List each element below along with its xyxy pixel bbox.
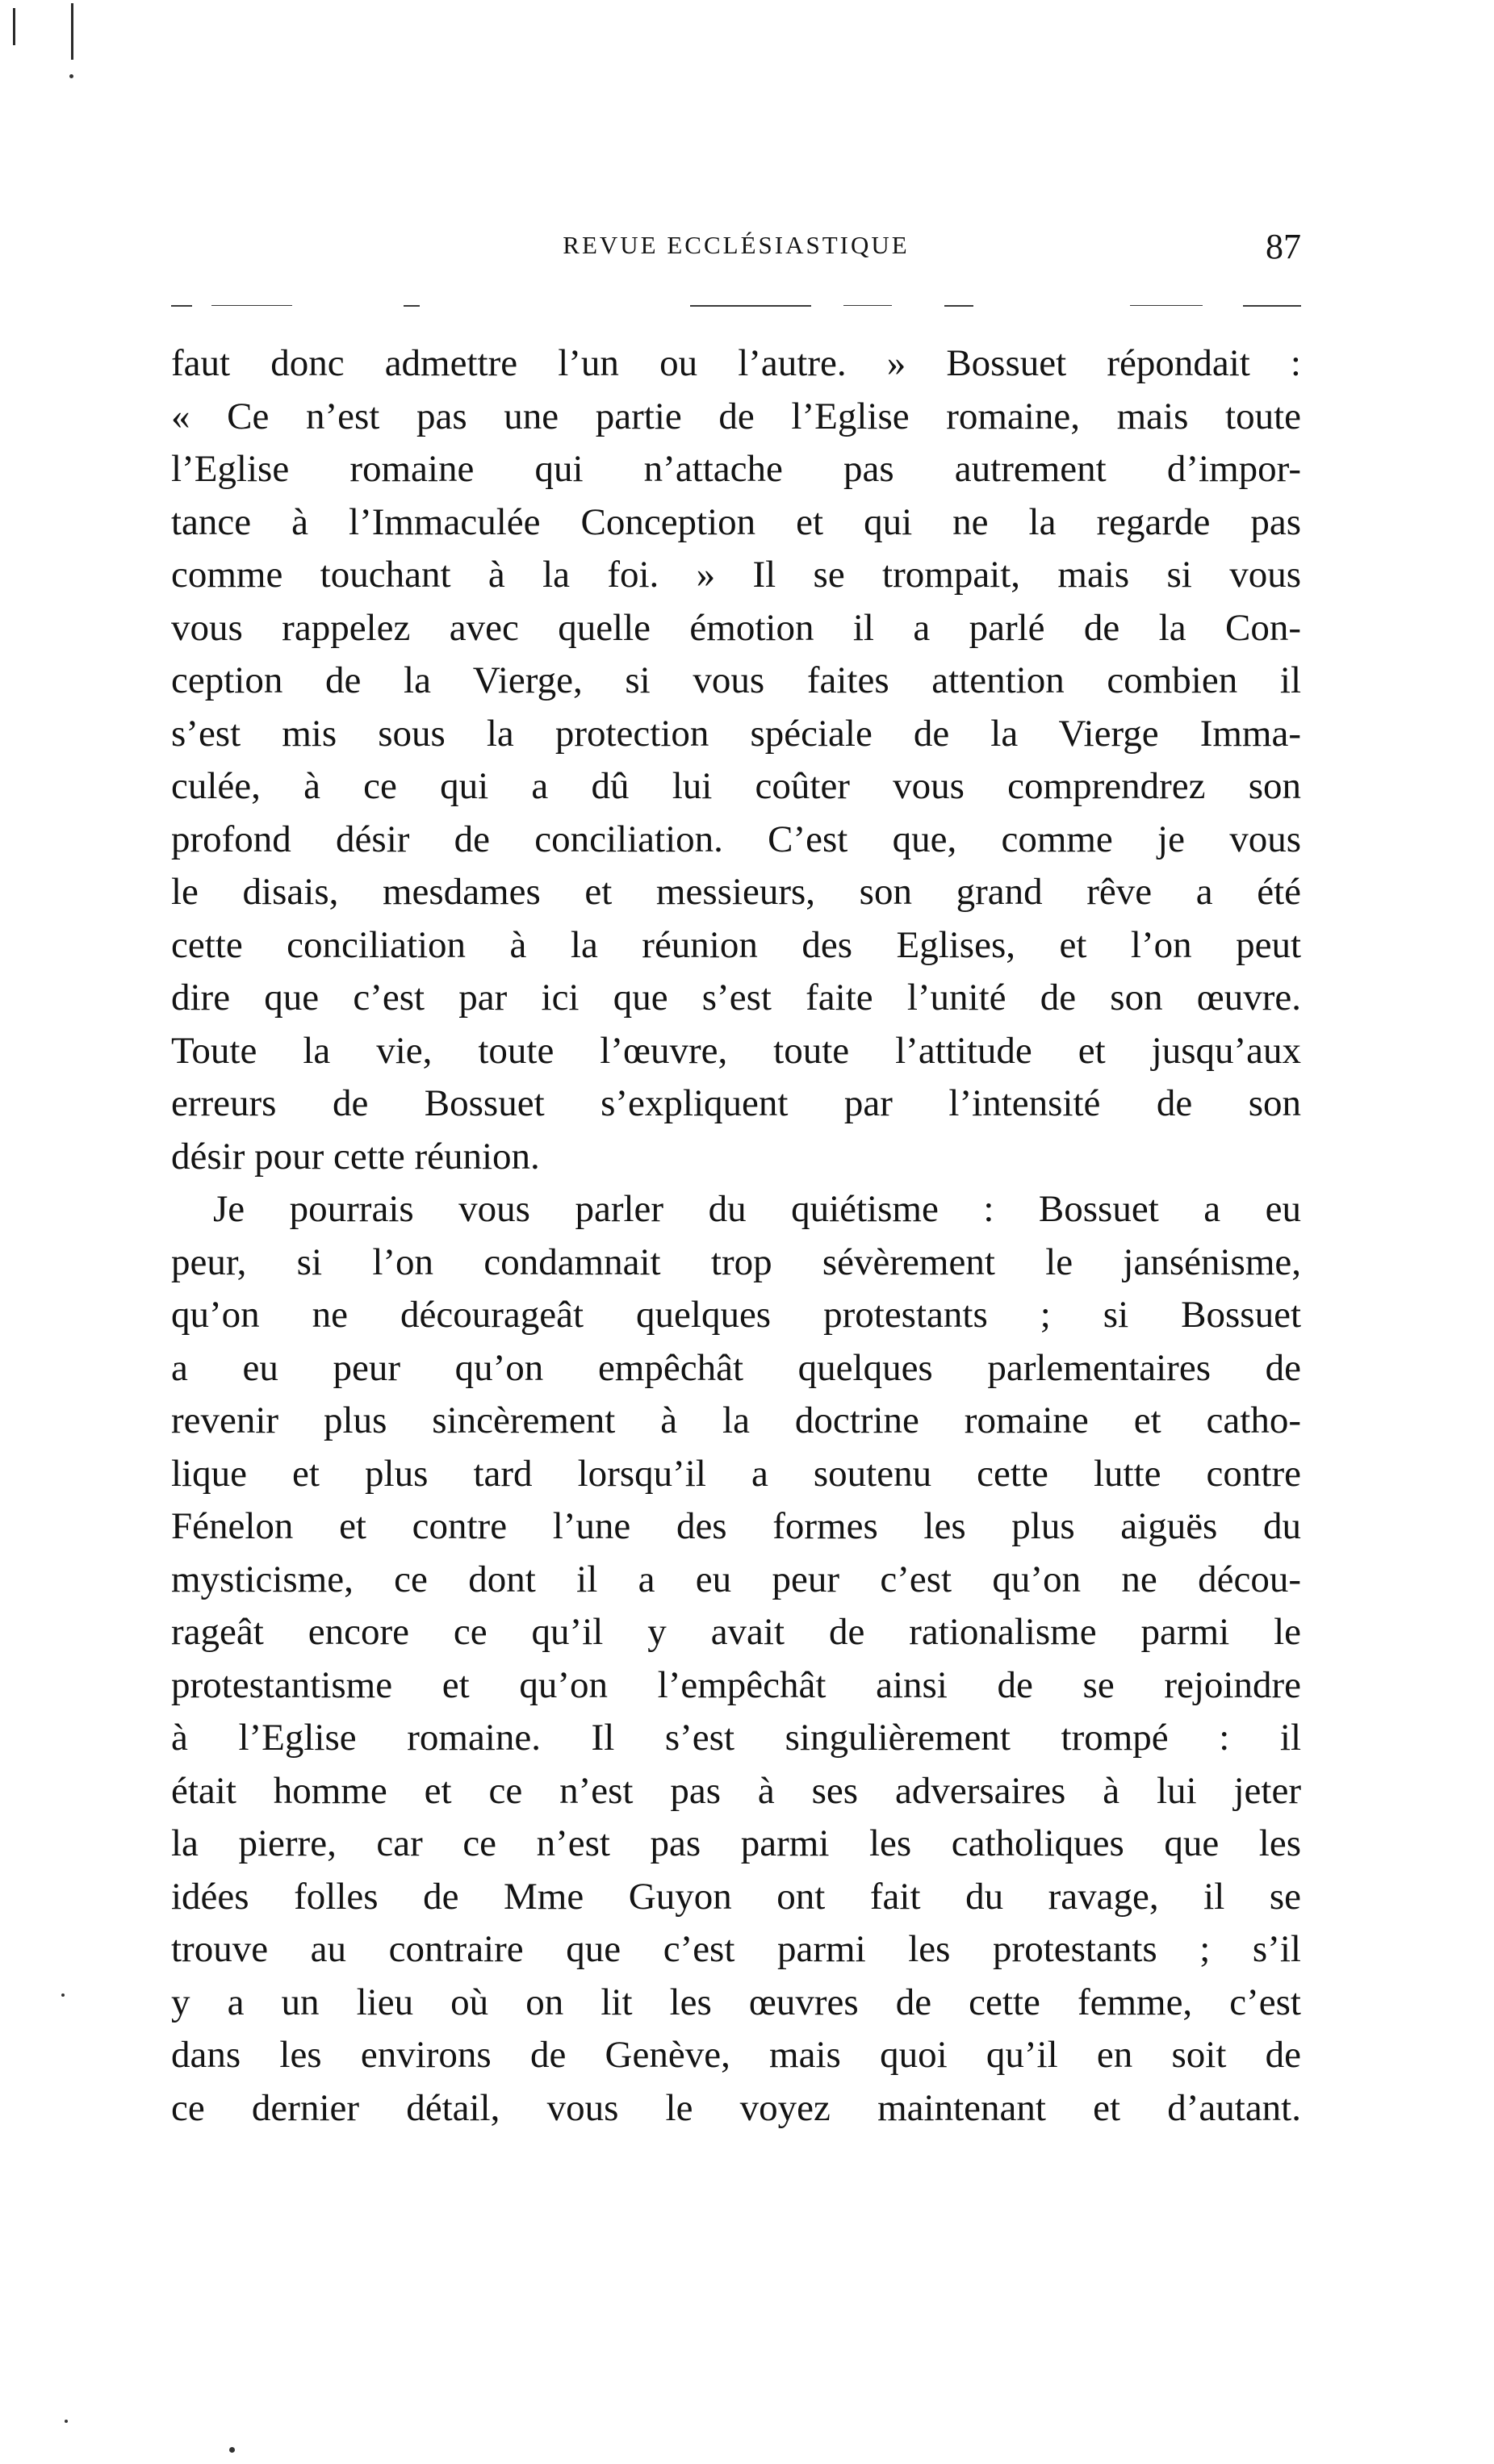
text-line: revenir plus sincèrement à la doctrine romaine et catho- [171, 1399, 1301, 1441]
text-line: a eu peur qu’on empêchât quelques parlementaires de [171, 1346, 1301, 1389]
text-line: Fénelon et contre l’une des formes les plus aiguës du [171, 1505, 1301, 1547]
header-rule [211, 305, 292, 306]
header-rule [171, 305, 192, 307]
text-line: tance à l’Immaculée Conception et qui ne la regarde pas [171, 500, 1301, 543]
text-line: ception de la Vierge, si vous faites attention combien il [171, 659, 1301, 701]
text-line: désir pour cette réunion. [171, 1135, 540, 1178]
text-line: culée, à ce qui a dû lui coûter vous comprendrez son [171, 765, 1301, 807]
header-rule [944, 305, 973, 307]
text-line: l’Eglise romaine qui n’attache pas autrement d’impor- [171, 448, 1301, 490]
text-line: peur, si l’on condamnait trop sévèrement le jansénisme, [171, 1240, 1301, 1283]
header-rule [404, 305, 420, 307]
text-line: dans les environs de Genève, mais quoi qu’il en soit de [171, 2034, 1301, 2076]
body-text [171, 337, 1301, 2135]
text-line: lique et plus tard lorsqu’il a soutenu cette lutte contre [171, 1452, 1301, 1495]
text-line: dire que c’est par ici que s’est faite l’unité de son œuvre. [171, 977, 1301, 1019]
text-line: « Ce n’est pas une partie de l’Eglise romaine, mais toute [171, 395, 1301, 437]
scan-edge-dot [69, 74, 73, 78]
text-line: vous rappelez avec quelle émotion il a parlé de la Con- [171, 606, 1301, 649]
scan-edge-mark [13, 8, 15, 45]
header-rule [1130, 305, 1203, 306]
text-line: y a un lieu où on lit les œuvres de cette femme, c’est [171, 1981, 1301, 2023]
text-line: qu’on ne décourageât quelques protestants ; si Bossuet [171, 1294, 1301, 1336]
text-line: cette conciliation à la réunion des Eglises, et l’on peut [171, 923, 1301, 966]
header-rule [843, 305, 892, 306]
scan-edge-dot [229, 2447, 235, 2453]
text-line: Toute la vie, toute l’œuvre, toute l’attitude et jusqu’aux [171, 1029, 1301, 1072]
header-rule [690, 305, 811, 307]
text-line: Je pourrais vous parler du quiétisme : Bossuet a eu [213, 1188, 1301, 1230]
scan-edge-mark [71, 3, 73, 60]
page-number: 87 [1266, 227, 1301, 266]
text-line: la pierre, car ce n’est pas parmi les catholiques que les [171, 1822, 1301, 1864]
text-line: comme touchant à la foi. » Il se trompait, mais si vous [171, 554, 1301, 596]
scan-edge-dot [65, 2420, 68, 2423]
text-line: ce dernier détail, vous le voyez maintenant et d’autant. [171, 2086, 1301, 2129]
text-line: protestantisme et qu’on l’empêchât ainsi de se rejoindre [171, 1663, 1301, 1706]
text-line: rageât encore ce qu’il y avait de rationalisme parmi le [171, 1611, 1301, 1653]
text-line: idées folles de Mme Guyon ont fait du ravage, il se [171, 1875, 1301, 1918]
text-line: faut donc admettre l’un ou l’autre. » Bossuet répondait : [171, 342, 1301, 384]
text-line: s’est mis sous la protection spéciale de la Vierge Imma- [171, 712, 1301, 755]
text-line: à l’Eglise romaine. Il s’est singulièrement trompé : il [171, 1717, 1301, 1759]
text-line: mysticisme, ce dont il a eu peur c’est qu’on ne décou- [171, 1558, 1301, 1600]
text-line: profond désir de conciliation. C’est que, comme je vous [171, 818, 1301, 860]
scan-edge-dot [61, 1993, 65, 1997]
running-title: REVUE ECCLÉSIASTIQUE [563, 231, 910, 259]
page-header [171, 226, 1301, 266]
text-line: erreurs de Bossuet s’expliquent par l’intensité de son [171, 1082, 1301, 1124]
text-line: trouve au contraire que c’est parmi les protestants ; s’il [171, 1928, 1301, 1970]
text-line: le disais, mesdames et messieurs, son grand rêve a été [171, 871, 1301, 913]
text-line: était homme et ce n’est pas à ses adversaires à lui jeter [171, 1769, 1301, 1812]
header-rule [1243, 305, 1301, 307]
